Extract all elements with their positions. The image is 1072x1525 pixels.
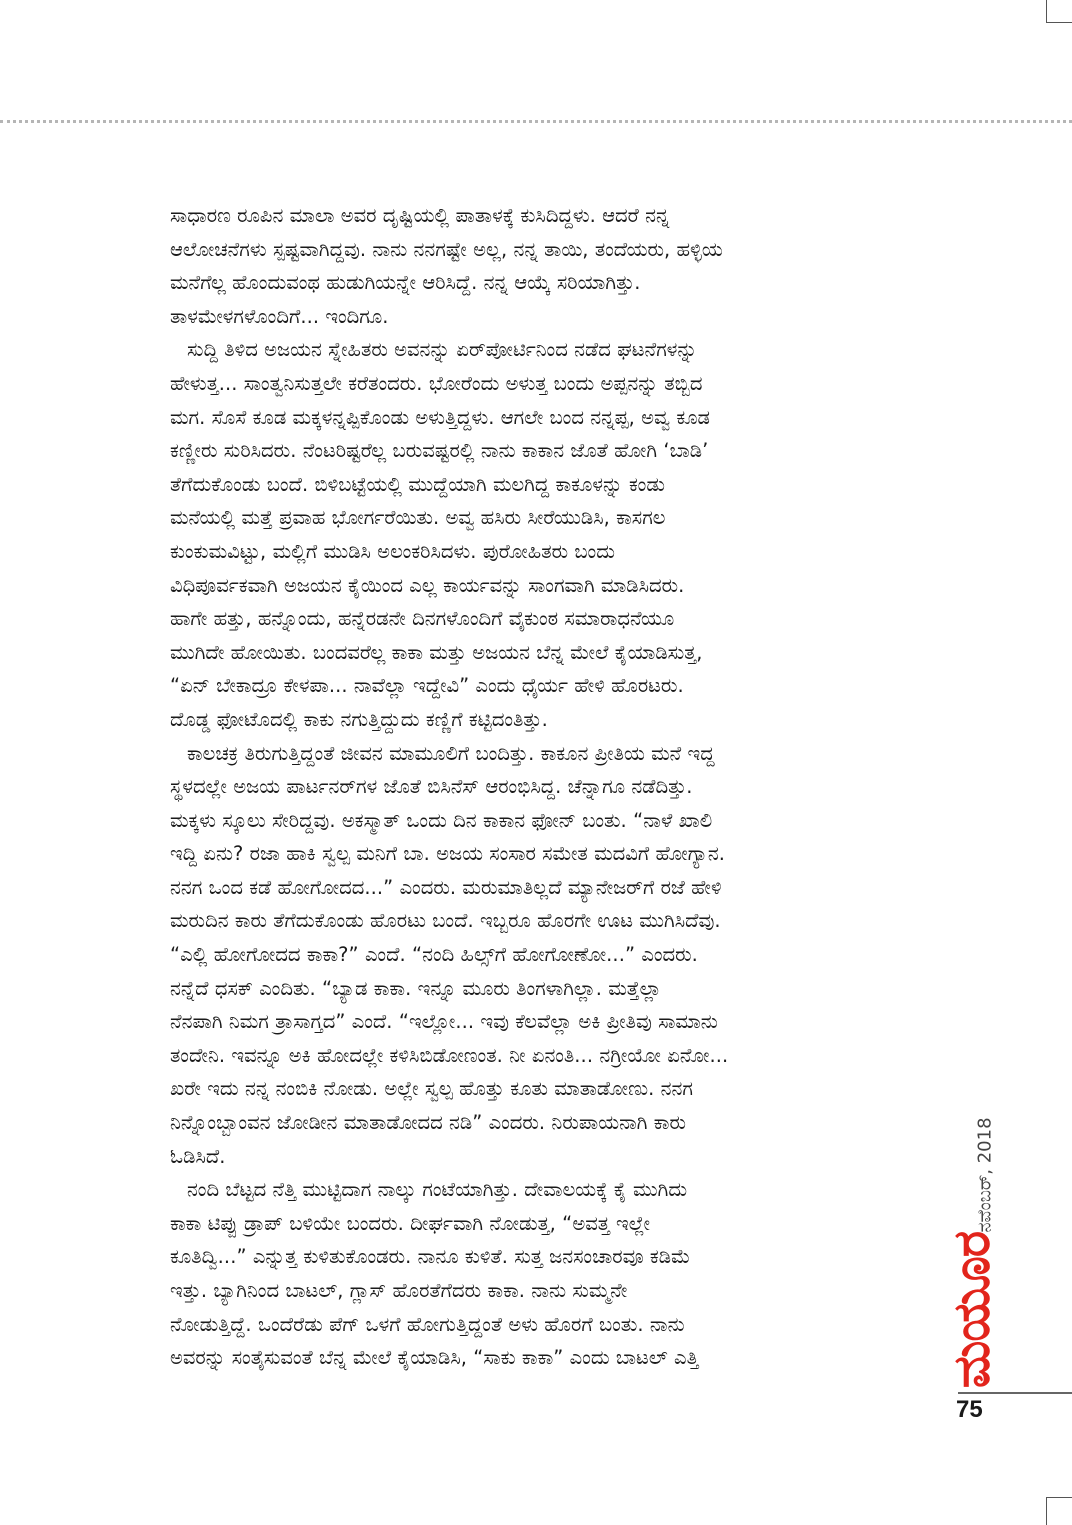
issue-date: ನವೆಂಬರ್, 2018 (974, 1117, 996, 1233)
crop-mark-bottom-horizontal (1046, 1497, 1072, 1498)
paragraph: ನಂದಿ ಬೆಟ್ಟದ ನೆತ್ತಿ ಮುಟ್ಟಿದಾಗ ನಾಲ್ಕು ಗಂಟೆಯಾಗಿತ್ತು. ದೇವಾಲಯಕ್ಕೆ ಕೈ ಮುಗಿದು ಕಾಕಾ ಟಿಪ್ಪು ಡ್ರಾಪ್ ಬಳಿಯೇ ಬಂದರು. ದೀರ್ಘವಾಗಿ ನೋಡುತ್ತ, “ಅವತ್ತ ಇಲ್ಲೇ ಕೂತಿದ್ವಿ...” ಎನ್ನುತ್ತ ಕುಳಿತುಕೊಂಡರು. ನಾನೂ ಕುಳಿತೆ. ಸುತ್ತ ಜನಸಂಚಾರವೂ ಕಡಿಮೆ ಇತ್ತು. ಬ್ಯಾಗಿನಿಂದ ಬಾಟಲ್, ಗ್ಲಾಸ್ ಹೊರತೆಗೆದರು ಕಾಕಾ. ನಾನು ಸುಮ್ಮನೇ ನೋಡುತ್ತಿದ್ದೆ. ಒಂದೆರೆಡು ಪೆಗ್ ಒಳಗೆ ಹೋಗುತ್ತಿದ್ದಂತೆ ಅಳು ಹೊರಗೆ ಬಂತು. ನಾನು ಅವರನ್ನು ಸಂತೈಸುವಂತೆ ಬೆನ್ನ ಮೇಲೆ ಕೈಯಾಡಿಸಿ, “ಸಾಕು ಕಾಕಾ” ಎಂದು ಬಾಟಲ್ ಎತ್ತಿ (170, 1178, 699, 1370)
page-number: 75 (956, 1396, 983, 1423)
header-dotted-rule (0, 120, 1072, 123)
paragraph: ಸಾಧಾರಣ ರೂಪಿನ ಮಾಲಾ ಅವರ ದೃಷ್ಟಿಯಲ್ಲಿ ಪಾತಾಳಕ್ಕೆ ಕುಸಿದಿದ್ದಳು. ಆದರೆ ನನ್ನ ಆಲೋಚನೆಗಳು ಸ್ಪಷ್ಟವಾಗಿದ್ದವು. ನಾನು ನನಗಷ್ಟೇ ಅಲ್ಲ, ನನ್ನ ತಾಯಿ, ತಂದೆಯರು, ಹಳ್ಳಿಯ ಮನೆಗೆಲ್ಲ ಹೊಂದುವಂಥ ಹುಡುಗಿಯನ್ನೇ ಆರಿಸಿದ್ದೆ. ನನ್ನ ಆಯ್ಕೆ ಸರಿಯಾಗಿತ್ತು. ತಾಳಮೇಳಗಳೊಂದಿಗೆ... ಇಂದಿಗೂ. (170, 204, 723, 328)
footer-rule (958, 1392, 1072, 1394)
crop-mark-top (1046, 0, 1047, 22)
article-body (170, 199, 930, 1375)
paragraph: ಕಾಲಚಕ್ರ ತಿರುಗುತ್ತಿದ್ದಂತೆ ಜೀವನ ಮಾಮೂಲಿಗೆ ಬಂದಿತ್ತು. ಕಾಕೂನ ಪ್ರೀತಿಯ ಮನೆ ಇದ್ದ ಸ್ಥಳದಲ್ಲೇ ಅಜಯ ಪಾರ್ಟನರ್‌ಗಳ ಜೊತೆ ಬಿಸಿನೆಸ್ ಆರಂಭಿಸಿದ್ದ. ಚೆನ್ನಾಗೂ ನಡೆದಿತ್ತು. ಮಕ್ಕಳು ಸ್ಕೂಲು ಸೇರಿದ್ದವು. ಅಕಸ್ಮಾತ್ ಒಂದು ದಿನ ಕಾಕಾನ ಫೋನ್ ಬಂತು. “ನಾಳೆ ಖಾಲಿ ಇದ್ದಿ ಏನು? ರಜಾ ಹಾಕಿ ಸ್ವಲ್ಪ ಮನಿಗೆ ಬಾ. ಅಜಯ ಸಂಸಾರ ಸಮೇತ ಮದವಿಗೆ ಹೋಗ್ಯಾನ. ನನಗ ಒಂದ ಕಡೆ ಹೋಗೋದದ...” ಎಂದರು. ಮರುಮಾತಿಲ್ಲದೆ ಮ್ಯಾನೇಜರ್‌ಗೆ ರಜೆ ಹೇಳಿ ಮರುದಿನ ಕಾರು ತೆಗೆದುಕೊಂಡು ಹೊರಟು ಬಂದೆ. ಇಬ್ಬರೂ ಹೊರಗೇ ಊಟ ಮುಗಿಸಿದೆವು. “ಎಲ್ಲಿ ಹೋಗೋದದ ಕಾಕಾ?” ಎಂದೆ. “ನಂದಿ ಹಿಲ್ಸ್‌ಗೆ ಹೋಗೋಣೋ...” ಎಂದರು. ನನ್ನೆದೆ ಧಸಕ್ ಎಂದಿತು. “ಬ್ಯಾಡ ಕಾಕಾ. ಇನ್ನೂ ಮೂರು ತಿಂಗಳಾಗಿಲ್ಲಾ. ಮತ್ತೆಲ್ಲಾ ನೆನಪಾಗಿ ನಿಮಗ ತ್ರಾಸಾಗ್ತದ” ಎಂದೆ. “ಇಲ್ಲೋ... ಇವು ಕೆಲವೆಲ್ಲಾ ಅಕಿ ಪ್ರೀತಿವು ಸಾಮಾನು ತಂದೇನಿ. ಇವನ್ನೂ ಅಕಿ ಹೋದಲ್ಲೇ ಕಳಿಸಿಬಿಡೋಣಂತ. ನೀ ಏನಂತಿ... ನಗ್ರೀಯೋ ಏನೋ... ಖರೇ ಇದು ನನ್ನ ನಂಬಿಕಿ ನೋಡು. ಅಲ್ಲೇ ಸ್ವಲ್ಪ ಹೊತ್ತು ಕೂತು ಮಾತಾಡೋಣು. ನನಗ ನಿನ್ನೊಂಬ್ಬಾಂವನ ಜೋಡೀನ ಮಾತಾಡೋದದ ನಡಿ” ಎಂದರು. ನಿರುಪಾಯನಾಗಿ ಕಾರು ಓಡಿಸಿದೆ. (170, 741, 729, 1168)
crop-mark-bottom (1046, 1497, 1047, 1525)
magazine-logo: ಮಯೂರ (942, 1231, 1001, 1389)
paragraph: ಸುದ್ದಿ ತಿಳಿದ ಅಜಯನ ಸ್ನೇಹಿತರು ಅವನನ್ನು ಏರ್‌ಪೋರ್ಟಿನಿಂದ ನಡೆದ ಘಟನೆಗಳನ್ನು ಹೇಳುತ್ತ... ಸಾಂತ್ವನಿಸುತ್ತಲೇ ಕರೆತಂದರು. ಭೋರೆಂದು ಅಳುತ್ತ ಬಂದು ಅಪ್ಪನನ್ನು ತಬ್ಬಿದ ಮಗ. ಸೊಸೆ ಕೂಡ ಮಕ್ಕಳನ್ನಪ್ಪಿಕೊಂಡು ಅಳುತ್ತಿದ್ದಳು. ಆಗಲೇ ಬಂದ ನನ್ನಪ್ಪ, ಅವ್ವ ಕೂಡ ಕಣ್ಣೀರು ಸುರಿಸಿದರು. ನೆಂಟರಿಷ್ಟರೆಲ್ಲ ಬರುವಷ್ಟರಲ್ಲಿ ನಾನು ಕಾಕಾನ ಜೊತೆ ಹೋಗಿ ‘ಬಾಡಿ’ ತೆಗೆದುಕೊಂಡು ಬಂದೆ. ಬಿಳಿಬಟ್ಟೆಯಲ್ಲಿ ಮುದ್ದೆಯಾಗಿ ಮಲಗಿದ್ದ ಕಾಕೂಳನ್ನು ಕಂಡು ಮನೆಯಲ್ಲಿ ಮತ್ತೆ ಪ್ರವಾಹ ಭೋರ್ಗರೆಯಿತು. ಅವ್ವ ಹಸಿರು ಸೀರೆಯುಡಿಸಿ, ಕಾಸಗಲ ಕುಂಕುಮವಿಟ್ಟು, ಮಲ್ಲಿಗೆ ಮುಡಿಸಿ ಅಲಂಕರಿಸಿದಳು. ಪುರೋಹಿತರು ಬಂದು ವಿಧಿಪೂರ್ವಕವಾಗಿ ಅಜಯನ ಕೈಯಿಂದ ಎಲ್ಲ ಕಾರ್ಯವನ್ನು ಸಾಂಗವಾಗಿ ಮಾಡಿಸಿದರು. ಹಾಗೇ ಹತ್ತು, ಹನ್ನೊಂದು, ಹನ್ನೆರಡನೇ ದಿನಗಳೊಂದಿಗೆ ವೈಕುಂಠ ಸಮಾರಾಧನೆಯೂ ಮುಗಿದೇ ಹೋಯಿತು. ಬಂದವರೆಲ್ಲ ಕಾಕಾ ಮತ್ತು ಅಜಯನ ಬೆನ್ನ ಮೇಲೆ ಕೈಯಾಡಿಸುತ್ತ, “ಏನ್ ಬೇಕಾದ್ರೂ ಕೇಳಪಾ... ನಾವೆಲ್ಲಾ ಇದ್ದೇವಿ” ಎಂದು ಧೈರ್ಯ ಹೇಳಿ ಹೊರಟರು. ದೊಡ್ಡ ಫೋಟೊದಲ್ಲಿ ಕಾಕು ನಗುತ್ತಿದ್ದುದು ಕಣ್ಣಿಗೆ ಕಟ್ಟಿದಂತಿತ್ತು. (170, 338, 710, 731)
crop-mark-top-horizontal (1046, 22, 1072, 23)
